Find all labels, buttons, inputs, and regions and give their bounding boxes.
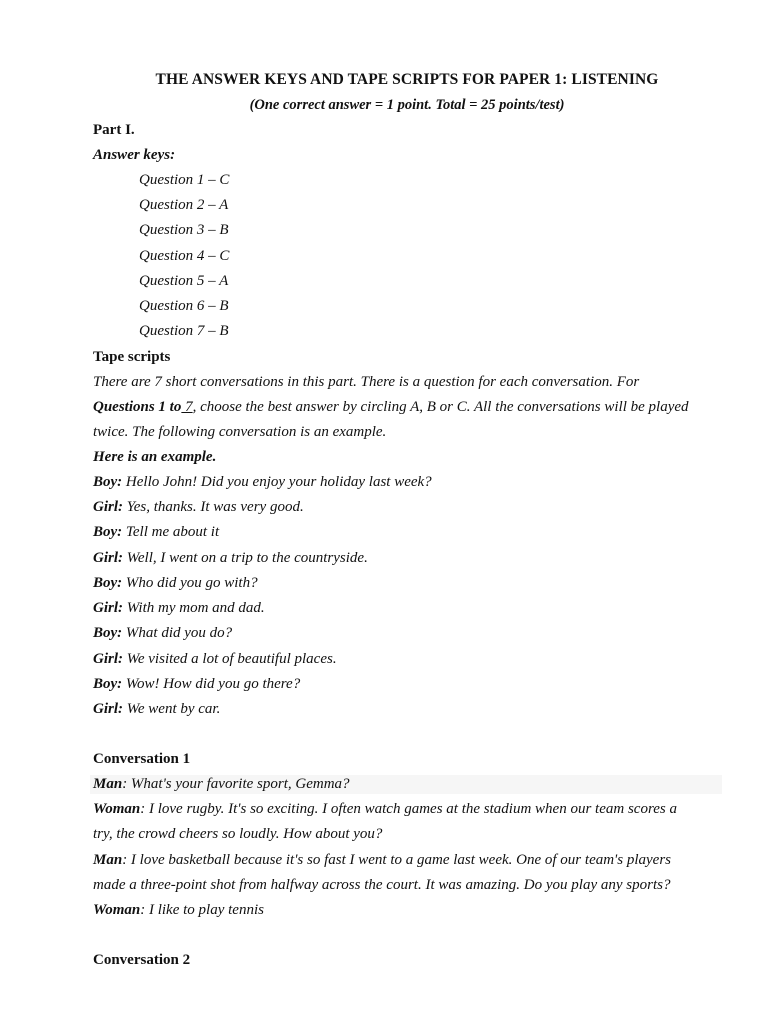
dialogue-text: try, the crowd cheers so loudly. How about you? — [93, 826, 383, 842]
dialogue-line — [93, 598, 265, 618]
dialogue-line — [93, 900, 264, 920]
dialogue-text: : I love basketball because it's so fast I went to a game last week. One of our team's players — [122, 852, 672, 868]
dialogue-line — [93, 548, 368, 568]
intro-bold-text: Questions 1 to — [93, 399, 182, 415]
document-title: THE ANSWER KEYS AND TAPE SCRIPTS FOR PAPER 1: LISTENING — [155, 71, 659, 88]
dialogue-text: With my mom and dad. — [123, 600, 265, 616]
dialogue-line — [93, 623, 232, 643]
answer-item: Question 6 – B — [139, 298, 229, 314]
speaker-label: Girl: — [93, 651, 123, 667]
dialogue-text: : I like to play tennis — [140, 902, 264, 918]
speaker-label: Boy: — [93, 524, 123, 540]
speaker-label: Boy: — [93, 575, 123, 591]
conversation-heading: Conversation 2 — [93, 952, 191, 968]
dialogue-line — [93, 522, 219, 542]
dialogue-line — [93, 573, 258, 593]
speaker-label: Woman — [93, 902, 141, 918]
dialogue-line — [93, 875, 670, 895]
dialogue-text: We visited a lot of beautiful places. — [123, 651, 337, 667]
speaker-label: Girl: — [93, 499, 123, 515]
dialogue-line — [93, 850, 671, 870]
speaker-label: Woman — [93, 801, 141, 817]
intro-question-number: 7 — [181, 399, 193, 415]
dialogue-text: Wow! How did you go there? — [122, 676, 301, 692]
speaker-label: Boy: — [93, 474, 123, 490]
dialogue-line — [93, 649, 337, 669]
speaker-label: Boy: — [93, 676, 123, 692]
dialogue-text: Yes, thanks. It was very good. — [123, 499, 304, 515]
dialogue-text: Tell me about it — [122, 524, 220, 540]
dialogue-line — [93, 799, 677, 819]
answer-item: Question 3 – B — [139, 222, 229, 238]
dialogue-text: : I love rugby. It's so exciting. I often watch games at the stadium when our team scores a — [140, 801, 677, 817]
speaker-label: Man — [93, 852, 123, 868]
intro-line: twice. The following conversation is an example. — [93, 424, 387, 440]
dialogue-line — [93, 699, 220, 719]
dialogue-text: What did you do? — [122, 625, 233, 641]
dialogue-text: Hello John! Did you enjoy your holiday last week? — [122, 474, 432, 490]
answer-item: Question 7 – B — [139, 323, 229, 339]
dialogue-line — [93, 472, 432, 492]
speaker-label: Girl: — [93, 600, 123, 616]
dialogue-text: : What's your favorite sport, Gemma? — [122, 776, 350, 792]
dialogue-line — [93, 824, 382, 844]
example-heading: Here is an example. — [93, 449, 217, 465]
dialogue-text: Who did you go with? — [122, 575, 258, 591]
document-subtitle: (One correct answer = 1 point. Total = 25 points/test) — [249, 97, 565, 113]
intro-line: There are 7 short conversations in this part. There is a question for each conversation. For — [93, 374, 640, 390]
dialogue-line — [93, 497, 304, 517]
intro-text: , choose the best answer by circling A, B or C. All the conversations will be played — [192, 399, 689, 415]
part-heading: Part I. — [93, 122, 135, 138]
answer-item: Question 2 – A — [139, 197, 229, 213]
dialogue-line — [93, 674, 300, 694]
conversation-heading: Conversation 1 — [93, 751, 191, 767]
speaker-label: Girl: — [93, 701, 123, 717]
intro-line — [93, 397, 689, 417]
dialogue-text: We went by car. — [123, 701, 221, 717]
answer-item: Question 4 – C — [139, 248, 230, 264]
answer-item: Question 5 – A — [139, 273, 229, 289]
tape-scripts-heading: Tape scripts — [93, 349, 171, 365]
dialogue-text: Well, I went on a trip to the countryside. — [123, 550, 368, 566]
speaker-label: Girl: — [93, 550, 123, 566]
dialogue-text: made a three-point shot from halfway across the court. It was amazing. Do you play any sports? — [93, 877, 671, 893]
speaker-label: Man — [93, 776, 123, 792]
answer-keys-heading: Answer keys: — [93, 147, 176, 163]
dialogue-line — [93, 774, 350, 794]
speaker-label: Boy: — [93, 625, 123, 641]
answer-item: Question 1 – C — [139, 172, 230, 188]
